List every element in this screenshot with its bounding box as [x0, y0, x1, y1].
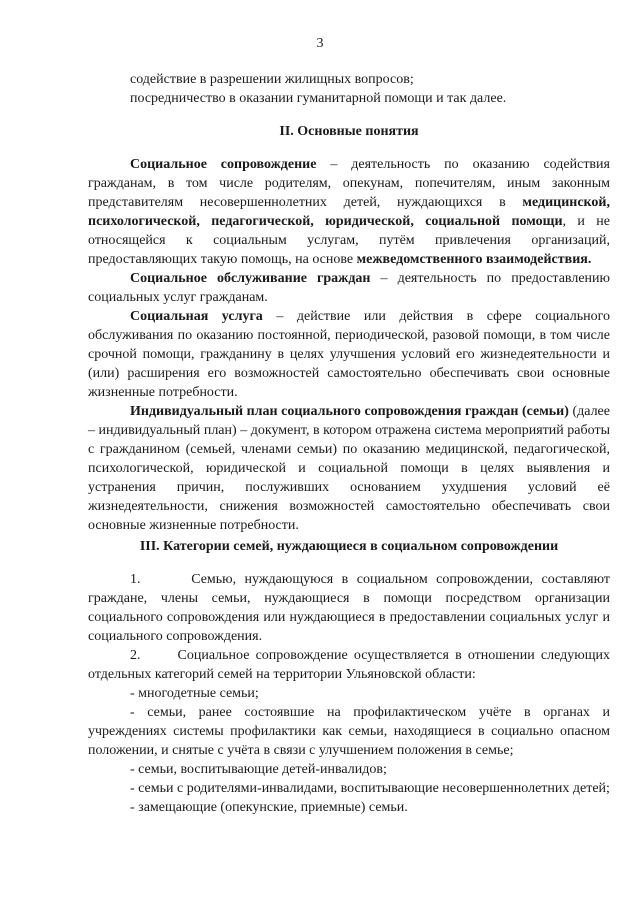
- definition-paragraph: Индивидуальный план социального сопровождения граждан (семьи) (далее – индивидуальный план) – документ, в котором отражена система мероприятий работы с гражданином (семьей, членами семьи) по оказанию медицинской, педагогической, психологической, юридической и социальной помощи в целях выявления и устранения причин, послуживших основанием ухудшения условий её жизнедеятельности, снижения возможностей самостоятельно обеспечивать свои основные жизненные потребности.: [88, 404, 610, 533]
- section-2-heading: II. Основные понятия: [279, 124, 419, 139]
- section-3-heading: III. Категории семей, нуждающиеся в социальном сопровождении: [139, 539, 559, 554]
- definition-paragraph: Социальное обслуживание граждан – деятельность по предоставлению социальных услуг гражданам.: [88, 271, 610, 305]
- numbered-paragraph: 2. Социальное сопровождение осуществляется в отношении следующих отдельных категорий семей на территории Ульяновской области:: [88, 648, 610, 682]
- term: Социальное сопровождение: [130, 157, 317, 172]
- definition-paragraph: Социальное сопровождение – деятельность по оказанию содействия гражданам, в том числе родителям, опекунам, попечителям, иным законным представителям несовершеннолетних детей, нуждающихся в медицинской, психологической, педагогической, юридической, социальной помощи, и не относящейся к социальным услугам, путём привлечения организаций, предоставляющих такую помощь, на основе межведомственного взаимодействия.: [88, 157, 610, 267]
- term: Социальное обслуживание граждан: [130, 271, 371, 286]
- section-2-body: [88, 155, 610, 535]
- intro-line: посредничество в оказании гуманитарной помощи и так далее.: [130, 91, 507, 106]
- section-3-body: [88, 570, 610, 817]
- intro-line: содействие в разрешении жилищных вопросов;: [130, 72, 414, 87]
- category-item: - семьи с родителями-инвалидами, воспитывающие несовершеннолетних детей;: [130, 781, 610, 796]
- definition-paragraph: Социальная услуга – действие или действия в сфере социального обслуживания по оказанию постоянной, периодической, разовой помощи, в том числе срочной помощи, гражданину в целях улучшения условий его жизнедеятельности и (или) расширения его возможностей самостоятельно обеспечивать свои основные жизненные потребности.: [88, 309, 610, 400]
- term: Социальная услуга: [130, 309, 263, 324]
- category-item: - семьи, воспитывающие детей-инвалидов;: [130, 762, 387, 777]
- numbered-paragraph: 1. Семью, нуждающуюся в социальном сопровождении, составляют граждане, члены семьи, нуждающиеся в помощи посредством организации социального сопровождения или нуждающиеся в предоставлении социальных услуг и социального сопровождения.: [88, 572, 611, 644]
- category-item: - замещающие (опекунские, приемные) семьи.: [130, 800, 408, 815]
- item-number: 1.: [130, 572, 141, 587]
- intro-continuation: [88, 70, 610, 108]
- category-item: - многодетные семьи;: [130, 686, 259, 701]
- category-item: - семьи, ранее состоявшие на профилактическом учёте в органах и учреждениях системы профилактики как семьи, находящиеся в социально опасном положении, и снятые с учёта в связи с улучшением положения в семье;: [88, 705, 610, 758]
- term: Индивидуальный план социального сопровождения граждан (семьи): [130, 404, 569, 419]
- item-number: 2.: [130, 648, 141, 663]
- page-number: 3: [316, 36, 324, 51]
